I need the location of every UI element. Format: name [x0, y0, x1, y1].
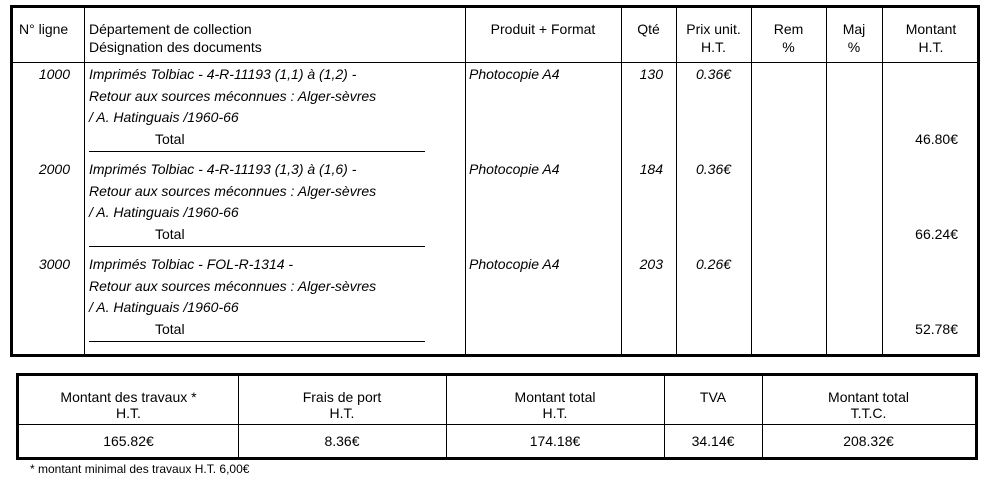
header-unit-price: [676, 20, 751, 56]
column-divider: [676, 8, 677, 354]
total-ht-value: 174.18€: [529, 433, 581, 449]
line-product: Photocopie A4: [469, 256, 560, 272]
total-work-header: [19, 389, 238, 421]
total-ht-unit: H.T.: [542, 405, 568, 421]
total-ttc-unit: T.T.C.: [850, 405, 887, 421]
invoice-lines-table: [10, 5, 980, 357]
footnote: * montant minimal des travaux H.T. 6,00€: [30, 462, 250, 476]
shipping-value: 8.36€: [324, 433, 360, 449]
column-divider: [826, 8, 827, 354]
header-department: [89, 20, 262, 56]
line-amount: 66.24€: [915, 225, 958, 242]
line-unit-price: 0.36€: [696, 161, 732, 177]
vat-value: 34.14€: [691, 433, 735, 449]
header-amount-unit: H.T.: [918, 39, 944, 55]
line-number: 1000: [38, 66, 70, 82]
header-rem: [751, 20, 826, 56]
header-amount: [882, 20, 980, 56]
header-maj-label: Maj: [842, 21, 866, 37]
header-divider: [13, 62, 977, 63]
line-description-2: Retour aux sources méconnues : Alger-sèvres: [89, 277, 377, 294]
total-work-unit: H.T.: [116, 405, 141, 421]
vat-header: [664, 389, 762, 405]
shipping-unit: H.T.: [329, 405, 355, 421]
header-qty: Qté: [637, 21, 660, 37]
line-qty: 203: [639, 256, 663, 272]
line-description-1: Imprimés Tolbiac - FOL-R-1314 -: [89, 256, 294, 272]
total-work-label: Montant des travaux *: [60, 389, 197, 405]
line-number: 3000: [38, 256, 70, 272]
total-ttc-value: 208.32€: [843, 433, 894, 449]
line-total-label: Total: [155, 130, 185, 147]
line-total-label: Total: [155, 320, 185, 337]
totals-table: [16, 373, 978, 460]
subtotal-underline: [89, 341, 425, 342]
header-maj: [826, 20, 882, 56]
header-maj-unit: %: [847, 39, 861, 55]
line-product: Photocopie A4: [469, 66, 560, 82]
total-ht-label: Montant total: [514, 389, 596, 405]
column-divider: [882, 8, 883, 354]
total-work-value: 165.82€: [103, 433, 154, 449]
header-product-format: Produit + Format: [490, 21, 596, 37]
column-divider: [751, 8, 752, 354]
shipping-header: [238, 389, 446, 421]
vat-label: TVA: [699, 389, 727, 405]
column-divider: [465, 8, 466, 354]
header-rem-label: Rem: [773, 21, 804, 37]
line-description-3: / A. Hatinguais /1960-66: [89, 299, 239, 315]
line-unit-price: 0.26€: [696, 256, 732, 272]
subtotal-underline: [89, 246, 425, 247]
line-description-1: Imprimés Tolbiac - 4-R-11193 (1,1) à (1,2) -: [89, 66, 357, 82]
header-department-label: Département de collection: [89, 21, 252, 37]
line-description-2: Retour aux sources méconnues : Alger-sèvres: [89, 87, 377, 104]
header-rem-unit: %: [782, 39, 795, 55]
line-unit-price: 0.36€: [696, 66, 732, 82]
total-ht-header: [446, 389, 664, 421]
line-total-label: Total: [155, 225, 185, 242]
line-qty: 130: [639, 66, 663, 82]
line-product: Photocopie A4: [469, 161, 560, 177]
line-description-1: Imprimés Tolbiac - 4-R-11193 (1,3) à (1,6) -: [89, 161, 357, 177]
header-designation-label: Désignation des documents: [89, 39, 262, 55]
line-qty: 184: [639, 161, 663, 177]
column-divider: [621, 8, 622, 354]
line-amount: 52.78€: [915, 320, 958, 337]
header-unit-price-unit: H.T.: [701, 39, 726, 55]
line-description-3: / A. Hatinguais /1960-66: [89, 109, 239, 125]
total-ttc-label: Montant total: [828, 389, 909, 405]
line-description-3: / A. Hatinguais /1960-66: [89, 204, 239, 220]
total-ttc-header: [762, 389, 975, 421]
line-number: 2000: [38, 161, 70, 177]
line-description-2: Retour aux sources méconnues : Alger-sèvres: [89, 182, 377, 199]
header-amount-label: Montant: [905, 21, 957, 37]
header-unit-price-label: Prix unit.: [686, 21, 741, 37]
shipping-label: Frais de port: [302, 389, 382, 405]
line-amount: 46.80€: [915, 130, 958, 147]
column-divider: [84, 8, 85, 354]
totals-header-divider: [19, 424, 975, 425]
subtotal-underline: [89, 151, 425, 152]
header-line-no: N° ligne: [19, 21, 69, 37]
